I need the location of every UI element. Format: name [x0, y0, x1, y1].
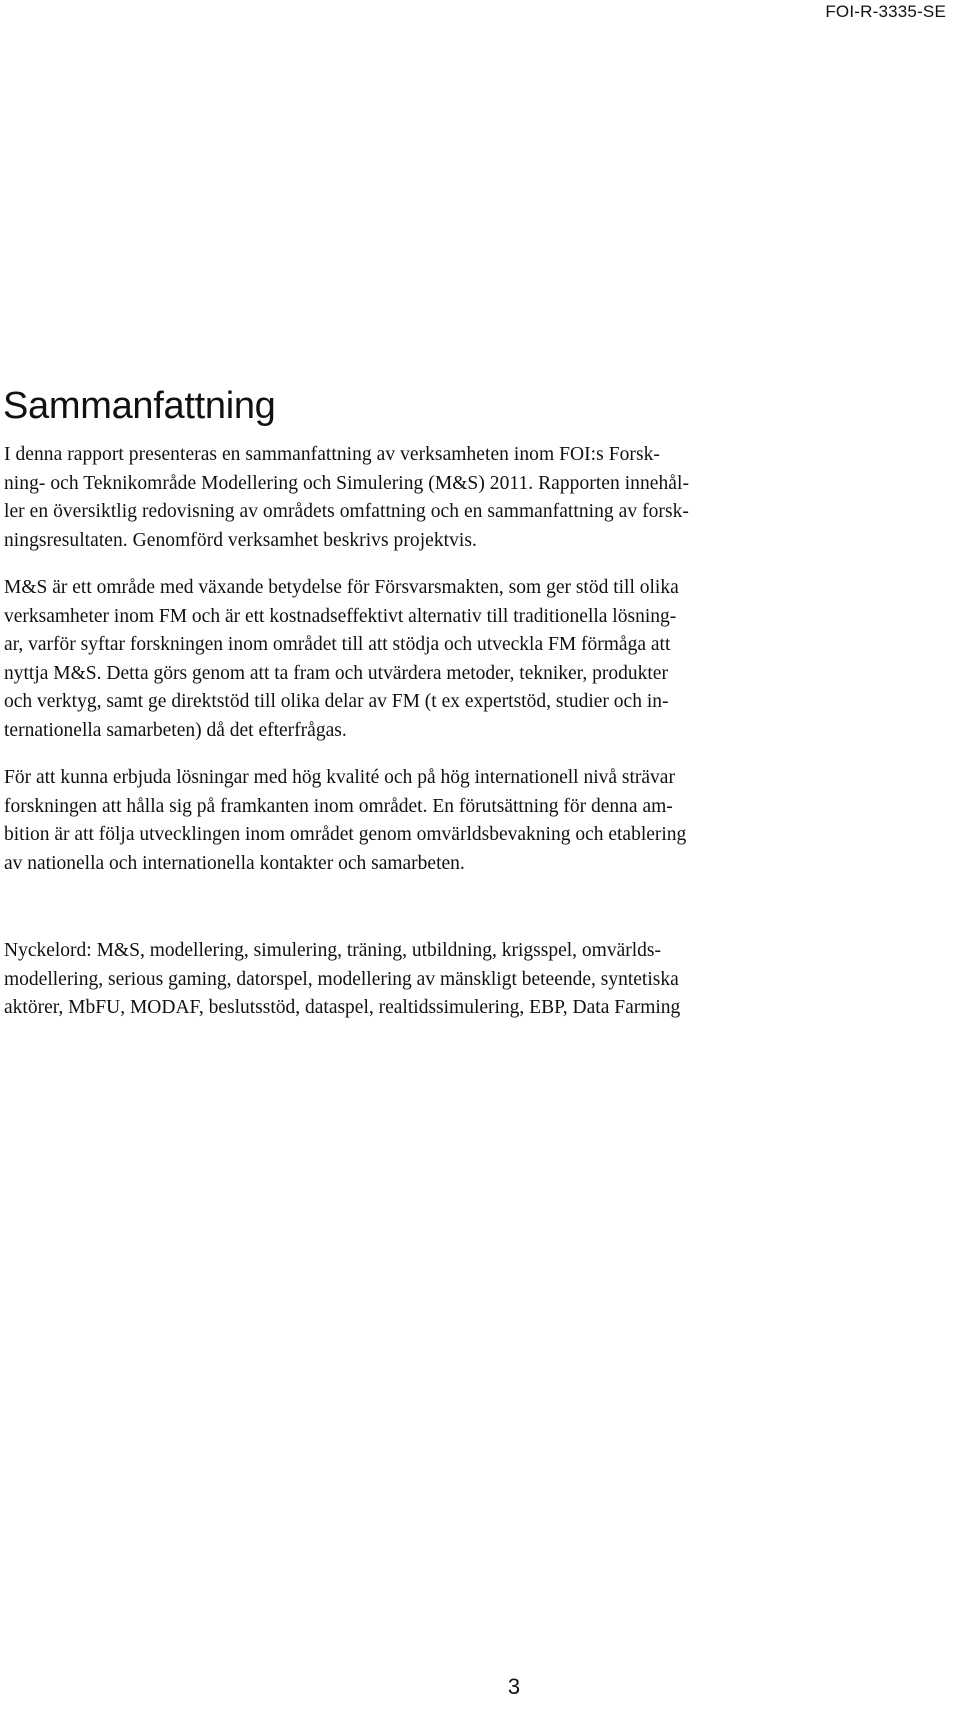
text-line: verksamheter inom FM och är ett kostnadseffektivt alternativ till traditionella lösning- — [4, 605, 677, 627]
page-title: Sammanfattning — [3, 385, 276, 427]
text-line: ar, varför syftar forskningen inom området till att stödja och utveckla FM förmåga att — [4, 634, 671, 655]
text-line: I denna rapport presenteras en sammanfattning av verksamheten inom FOI:s Forsk- — [4, 444, 660, 465]
ms-importance-paragraph — [4, 574, 844, 745]
text-line: ternationella samarbeten) då det efterfrågas. — [4, 719, 347, 741]
text-line: ningsresultaten. Genomförd verksamhet beskrivs projektvis. — [4, 529, 477, 551]
text-line: aktörer, MbFU, MODAF, beslutsstöd, dataspel, realtidssimulering, EBP, Data Farming — [4, 997, 681, 1018]
text-line: M&S är ett område med växande betydelse för Försvarsmakten, som ger stöd till olika — [4, 577, 679, 598]
text-line: nyttja M&S. Detta görs genom att ta fram och utvärdera metoder, tekniker, produkter — [4, 662, 668, 684]
text-line: ning- och Teknikområde Modellering och Simulering (M&S) 2011. Rapporten innehål- — [4, 472, 690, 494]
text-line: bition är att följa utvecklingen inom området genom omvärldsbevakning och etablering — [4, 824, 687, 845]
text-line: modellering, serious gaming, datorspel, modellering av mänskligt beteende, syntetiska — [4, 968, 679, 990]
report-id: FOI-R-3335-SE — [825, 2, 946, 21]
text-line: ler en översiktlig redovisning av områdets omfattning och en sammanfattning av forsk- — [4, 501, 689, 522]
keywords-paragraph — [4, 937, 844, 1023]
text-line: och verktyg, samt ge direktstöd till olika delar av FM (t ex expertstöd, studier och in- — [4, 691, 669, 712]
text-line: Nyckelord: M&S, modellering, simulering, träning, utbildning, krigsspel, omvärlds- — [4, 940, 661, 961]
research-ambition-paragraph — [4, 764, 844, 878]
text-line: För att kunna erbjuda lösningar med hög kvalité och på hög internationell nivå strävar — [4, 767, 675, 788]
text-line: forskningen att hålla sig på framkanten inom området. En förutsättning för denna am- — [4, 795, 673, 817]
intro-paragraph — [4, 441, 844, 555]
page-number: 3 — [507, 1674, 521, 1699]
text-line: av nationella och internationella kontakter och samarbeten. — [4, 852, 465, 874]
